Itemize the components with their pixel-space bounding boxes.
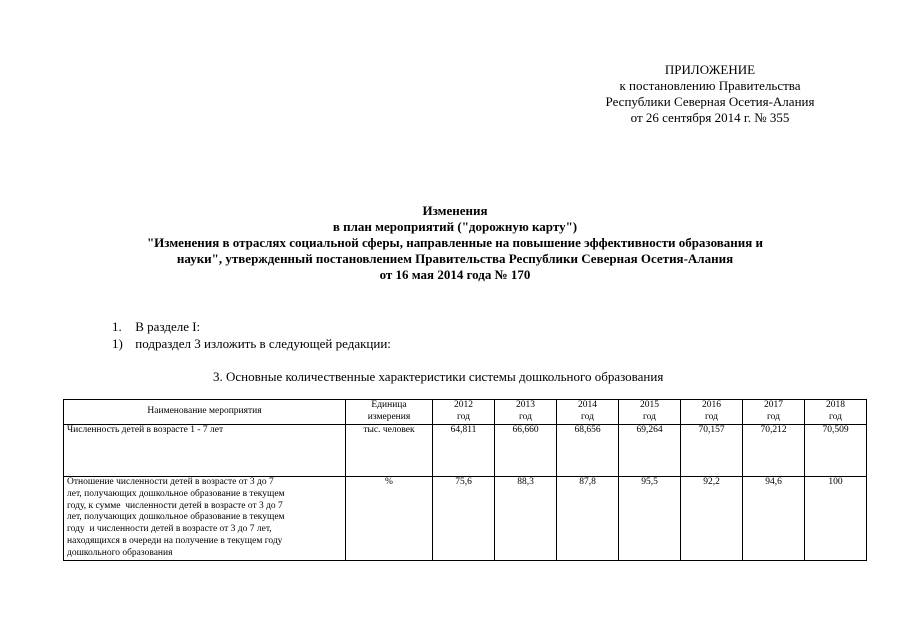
numbered-list [112, 318, 391, 352]
header-year [619, 400, 681, 425]
list-item [112, 335, 391, 352]
table-header-row [64, 400, 867, 425]
header-year [743, 400, 805, 425]
row-value: 88,3 [495, 477, 557, 561]
list-item-text: В разделе I: [135, 319, 201, 334]
header-unit-line: измерения [367, 411, 411, 422]
data-table [63, 399, 867, 561]
header-year [805, 400, 867, 425]
row-name [64, 477, 346, 561]
row-value: 69,264 [619, 425, 681, 477]
document-title [60, 203, 850, 283]
row-value: 87,8 [557, 477, 619, 561]
year-label: 2017 [764, 400, 783, 410]
title-line: от 16 мая 2014 года № 170 [379, 267, 531, 282]
row-unit: тыс. человек [346, 425, 433, 477]
row-name-line: лет, получающих дошкольное образование в текущем [67, 488, 285, 499]
row-name-line: году и численности детей в возрасте от 3 до 7 лет, [67, 524, 272, 535]
year-word: год [705, 411, 718, 422]
row-name-line: Отношение численности детей в возрасте от 3 до 7 [67, 477, 274, 487]
header-year [557, 400, 619, 425]
header-unit [346, 400, 433, 425]
row-value: 70,509 [805, 425, 867, 477]
title-line: науки", утвержденный постановлением Правительства Республики Северная Осетия-Алания [176, 251, 734, 266]
header-year [681, 400, 743, 425]
title-line: Изменения [422, 203, 488, 218]
appendix-heading: ПРИЛОЖЕНИЕ [664, 62, 756, 77]
year-word: год [457, 411, 470, 422]
year-label: 2016 [702, 400, 721, 410]
row-name-line: лет, получающих дошкольное образование в текущем [67, 512, 285, 523]
appendix-line: Республики Северная Осетия-Алания [605, 94, 815, 109]
row-name-line: дошкольного образования [67, 547, 173, 558]
row-unit: % [346, 477, 433, 561]
appendix-date: от 26 сентября 2014 г. № 355 [630, 110, 790, 125]
row-value: 75,6 [433, 477, 495, 561]
list-item-number: 1. [112, 319, 122, 334]
title-line: в план мероприятий ("дорожную карту") [332, 219, 578, 234]
list-item-text: подраздел 3 изложить в следующей редакции: [135, 336, 391, 351]
section-subtitle: 3. Основные количественные характеристики системы дошкольного образования [213, 369, 664, 384]
row-value: 70,157 [681, 425, 743, 477]
list-item [112, 318, 391, 335]
year-label: 2014 [578, 400, 597, 410]
year-word: год [519, 411, 532, 422]
row-value: 95,5 [619, 477, 681, 561]
appendix-line: к постановлению Правительства [619, 78, 801, 93]
header-year [495, 400, 557, 425]
table-row [64, 477, 867, 561]
year-label: 2015 [640, 400, 659, 410]
row-name: Численность детей в возрасте 1 - 7 лет [64, 425, 346, 477]
year-word: год [643, 411, 656, 422]
year-label: 2012 [454, 400, 473, 410]
row-value: 66,660 [495, 425, 557, 477]
year-word: год [767, 411, 780, 422]
header-unit-line: Единица [371, 400, 407, 410]
row-name-line: году, к сумме численности детей в возрасте от 3 до 7 [67, 500, 283, 511]
year-word: год [581, 411, 594, 422]
row-value: 68,656 [557, 425, 619, 477]
year-word: год [829, 411, 842, 422]
table-row [64, 425, 867, 477]
appendix-block [560, 62, 860, 126]
row-name-line: находящихся в очереди на получение в текущем году [67, 535, 283, 546]
row-value: 70,212 [743, 425, 805, 477]
year-label: 2013 [516, 400, 535, 410]
row-value: 94,6 [743, 477, 805, 561]
row-value: 64,811 [433, 425, 495, 477]
row-value: 92,2 [681, 477, 743, 561]
list-item-number: 1) [112, 336, 123, 351]
row-value: 100 [805, 477, 867, 561]
header-year [433, 400, 495, 425]
header-name: Наименование мероприятия [64, 400, 346, 425]
title-line: "Изменения в отраслях социальной сферы, направленные на повышение эффективности образования и [146, 235, 764, 250]
year-label: 2018 [826, 400, 845, 410]
